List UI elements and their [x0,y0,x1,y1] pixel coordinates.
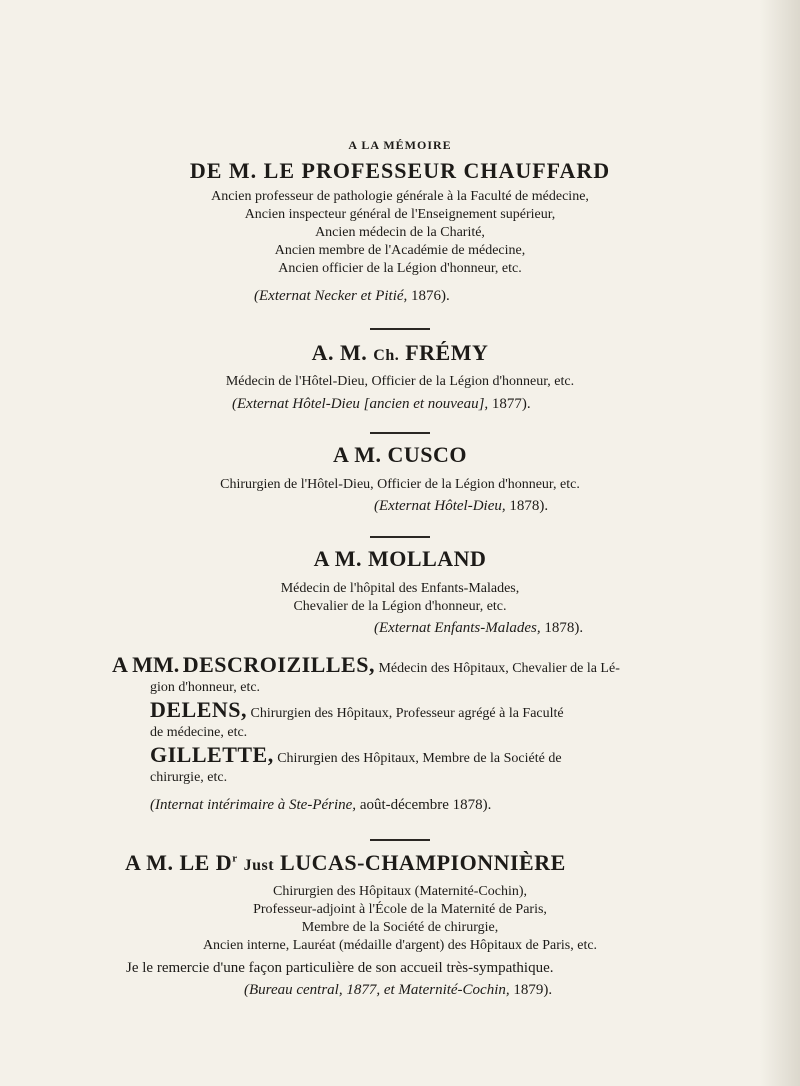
gillette-title-continued: chirurgie, etc. [150,770,228,785]
dedication-heading: A LA MÉMOIRE [348,138,452,152]
lucas-name [125,850,725,876]
gillette-name: GILLETTE, [150,742,274,767]
group-prefix: A MM. [112,652,180,677]
delens-title-continued: de médecine, etc. [150,725,248,740]
separator-rule [370,536,430,538]
bureau-year: 1879). [513,982,553,998]
lucas-prefix: A M. LE D [125,850,233,875]
chauffard-title: Ancien inspecteur général de l'Enseignement supérieur, [244,207,556,222]
descroizilles-title-continued: gion d'honneur, etc. [150,680,261,695]
lucas-surname: LUCAS-CHAMPIONNIÈRE [280,850,566,875]
chauffard-title: Ancien médecin de la Charité, [315,225,485,240]
lucas-first-name: Just [243,857,275,874]
lucas-title: Ancien interne, Lauréat (médaille d'argent) des Hôpitaux de Paris, etc. [202,938,598,953]
descroizilles-entry [112,652,712,697]
externat-text: (Externat Enfants-Malades, [374,620,541,636]
lucas-title: Professeur-adjoint à l'École de la Maternité de Paris, [253,902,547,917]
molland-titles [0,580,800,616]
separator-rule [370,328,430,330]
externat-text: (Externat Necker et Pitié, [254,288,408,304]
molland-title: Médecin de l'hôpital des Enfants-Malades, [280,581,520,596]
lucas-title: Chirurgien des Hôpitaux (Maternité-Cochin), [272,884,528,899]
fremy-title: Médecin de l'Hôtel-Dieu, Officier de la Légion d'honneur, etc. [225,374,575,389]
molland-externat [374,618,694,638]
delens-name: DELENS, [150,697,248,722]
fremy-first-name: Ch. [373,347,400,364]
externat-year: 1876). [411,288,450,304]
descroizilles-title: Médecin des Hôpitaux, Chevalier de la Lé- [378,661,620,676]
externat-text: (Externat Hôtel-Dieu [ancien et nouveau], [232,396,489,412]
externat-year: 1878). [509,498,549,514]
delens-title: Chirurgien des Hôpitaux, Professeur agrégé à la Faculté [250,706,564,721]
externat-year: 1877). [491,396,531,412]
chauffard-title: Ancien officier de la Légion d'honneur, etc. [278,261,522,276]
fremy-surname: FRÉMY [405,340,489,365]
chauffard-title: Ancien membre de l'Académie de médecine, [274,243,526,258]
chauffard-title: Ancien professeur de pathologie générale à la Faculté de médecine, [211,189,589,204]
delens-entry [150,697,730,742]
gillette-entry [150,742,730,787]
lucas-thanks: Je le remercie d'une façon particulière de son accueil très-sympathique. [126,960,554,976]
lucas-bureau [244,980,704,1000]
cusco-externat [374,496,694,516]
internat-text: (Internat intérimaire à Ste-Périne, [150,797,357,813]
separator-rule [370,432,430,434]
separator-rule [370,839,430,841]
fremy-externat [232,394,682,414]
lucas-title: Membre de la Société de chirurgie, [301,920,499,935]
externat-year: 1878). [544,620,584,636]
doctor-superscript: r [232,852,238,865]
cusco-title: Chirurgien de l'Hôtel-Dieu, Officier de la Légion d'honneur, etc. [220,477,580,492]
molland-title: Chevalier de la Légion d'honneur, etc. [293,599,507,614]
bureau-text: (Bureau central, 1877, et Maternité-Cochin, [244,982,510,998]
fremy-name [0,340,800,366]
gillette-title: Chirurgien des Hôpitaux, Membre de la Société de [277,751,562,766]
internat-dates: août-décembre 1878). [359,797,492,813]
lucas-titles [0,883,800,955]
molland-name: A M. MOLLAND [313,546,487,571]
externat-text: (Externat Hôtel-Dieu, [374,498,506,514]
chauffard-titles [0,188,800,278]
chauffard-externat [254,286,654,306]
cusco-name: A M. CUSCO [333,442,467,467]
descroizilles-name: DESCROIZILLES, [182,652,375,677]
fremy-prefix: A. M. [311,340,368,365]
group-internat [150,795,710,815]
chauffard-name: DE M. LE PROFESSEUR CHAUFFARD [189,158,611,183]
